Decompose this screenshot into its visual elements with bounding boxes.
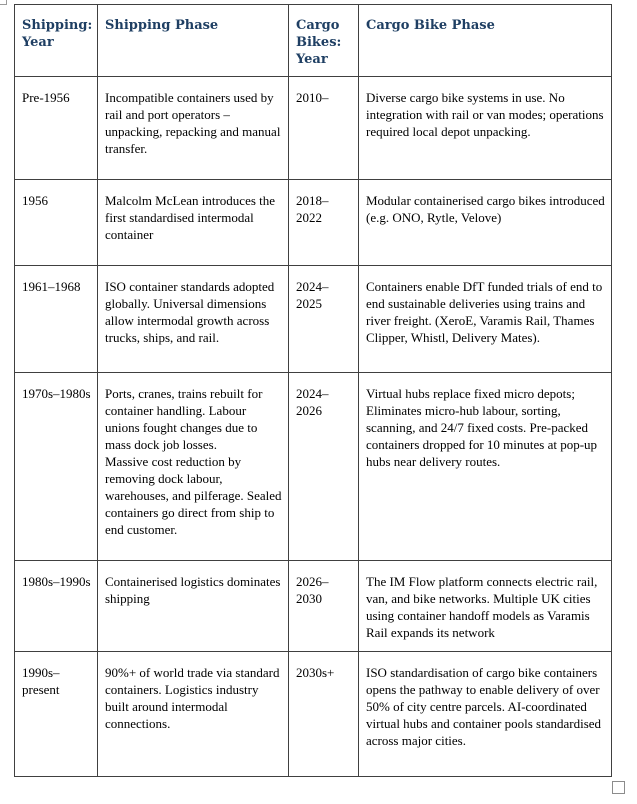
header-shipping-phase: Shipping Phase bbox=[98, 5, 289, 77]
header-cargo-phase: Cargo Bike Phase bbox=[359, 5, 612, 77]
shipping-year-cell[interactable]: Pre-1956 bbox=[15, 77, 98, 180]
table-row bbox=[15, 652, 612, 777]
cargo-phase-cell[interactable]: Modular containerised cargo bikes introduced (e.g. ONO, Rytle, Velove) bbox=[359, 180, 612, 266]
table-row bbox=[15, 266, 612, 373]
shipping-year-cell[interactable]: 1990s–present bbox=[15, 652, 98, 777]
cargo-phase-cell[interactable]: Diverse cargo bike systems in use. No integration with rail or van modes; operations required local depot unpacking. bbox=[359, 77, 612, 180]
shipping-phase-cell[interactable]: Ports, cranes, trains rebuilt for container handling. Labour unions fought changes due to mass dock job losses. Massive cost reduction by removing dock labour, warehouses, and pilferage. Sealed containers go direct from ship to end customer. bbox=[98, 373, 289, 561]
cargo-phase-cell[interactable]: The IM Flow platform connects electric rail, van, and bike networks. Multiple UK cities using container handoff models as Varamis Rail expands its network bbox=[359, 561, 612, 652]
header-shipping-year: Shipping: Year bbox=[15, 5, 98, 77]
containerisation-comparison-table bbox=[14, 4, 612, 777]
cargo-year-cell[interactable]: 2024–2025 bbox=[289, 266, 359, 373]
shipping-year-cell[interactable]: 1980s–1990s bbox=[15, 561, 98, 652]
cargo-phase-cell[interactable]: ISO standardisation of cargo bike containers opens the pathway to enable delivery of over 50% of city centre parcels. AI-coordinated virtual hubs and container pools standardised across major cities. bbox=[359, 652, 612, 777]
shipping-phase-cell[interactable]: Containerised logistics dominates shipping bbox=[98, 561, 289, 652]
cargo-year-cell[interactable]: 2010– bbox=[289, 77, 359, 180]
header-cargo-year: Cargo Bikes: Year bbox=[289, 5, 359, 77]
table-row bbox=[15, 373, 612, 561]
cargo-phase-cell[interactable]: Virtual hubs replace fixed micro depots; Eliminates micro-hub labour, sorting, scanning, and 24/7 fixed costs. Pre-packed containers dropped for 10 minutes at pop-up hubs near delivery routes. bbox=[359, 373, 612, 561]
shipping-year-cell[interactable]: 1970s–1980s bbox=[15, 373, 98, 561]
cargo-year-cell[interactable]: 2018–2022 bbox=[289, 180, 359, 266]
table-move-handle[interactable] bbox=[0, 0, 7, 5]
shipping-year-cell[interactable]: 1961–1968 bbox=[15, 266, 98, 373]
shipping-phase-cell[interactable]: Incompatible containers used by rail and port operators – unpacking, repacking and manual transfer. bbox=[98, 77, 289, 180]
shipping-year-cell[interactable]: 1956 bbox=[15, 180, 98, 266]
cargo-year-cell[interactable]: 2026–2030 bbox=[289, 561, 359, 652]
table-row bbox=[15, 180, 612, 266]
table-row bbox=[15, 561, 612, 652]
cargo-year-cell[interactable]: 2024–2026 bbox=[289, 373, 359, 561]
shipping-phase-cell[interactable]: 90%+ of world trade via standard containers. Logistics industry built around intermodal connections. bbox=[98, 652, 289, 777]
table-header-row bbox=[15, 5, 612, 77]
cargo-phase-cell[interactable]: Containers enable DfT funded trials of end to end sustainable deliveries using trains and river freight. (XeroE, Varamis Rail, Thames Clipper, Whistl, Delivery Mates). bbox=[359, 266, 612, 373]
shipping-phase-cell[interactable]: ISO container standards adopted globally. Universal dimensions allow intermodal growth across trucks, ships, and rail. bbox=[98, 266, 289, 373]
cargo-year-cell[interactable]: 2030s+ bbox=[289, 652, 359, 777]
shipping-phase-cell[interactable]: Malcolm McLean introduces the first standardised intermodal container bbox=[98, 180, 289, 266]
end-of-cell-marker bbox=[612, 781, 625, 794]
table-row bbox=[15, 77, 612, 180]
